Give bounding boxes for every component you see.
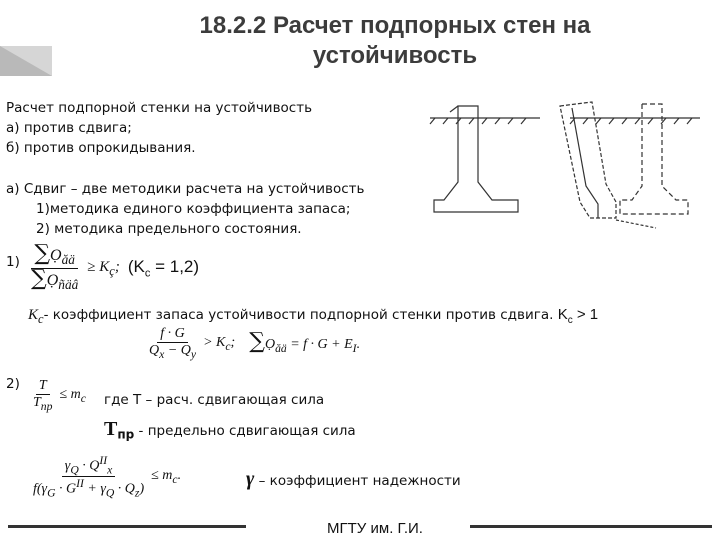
eq3-tpr: T xyxy=(104,418,118,440)
eq1-tail: ; xyxy=(114,258,120,275)
kc-def-symbol: K xyxy=(28,307,39,323)
footer-text: МГТУ им. Г.И. xyxy=(327,520,423,537)
eq1-kc-value: = 1,2 xyxy=(150,257,194,277)
eq3-tpr-desc: - предельно сдвигающая сила xyxy=(134,423,356,439)
eq4-den-mid2: · Q xyxy=(114,482,135,498)
sigma-symbol: ∑ xyxy=(31,266,47,292)
equation-1 xyxy=(28,241,200,293)
eq4-den-mid: · G xyxy=(55,482,77,498)
sigma-symbol: ∑ xyxy=(249,329,265,354)
eq1-relation: ≥ K xyxy=(87,258,110,275)
method-2: 2) методика предельного состояния. xyxy=(36,221,302,237)
eq1-paren-open: ( xyxy=(127,257,134,277)
eq2-rel-sub: c xyxy=(225,339,231,353)
eq1-paren-close: ) xyxy=(193,257,200,277)
intro-line-3: б) против опрокидывания. xyxy=(6,140,196,156)
sigma-symbol: ∑ xyxy=(34,241,51,266)
eq2-den-minus: − Q xyxy=(164,343,191,358)
eq4-den-sub3: z xyxy=(134,486,140,500)
kc-def-text: - коэффициент запаса устойчивости подпорной стенки против сдвига. xyxy=(43,307,554,323)
eq4-den-sub2: Q xyxy=(105,486,115,500)
equation-2 xyxy=(146,326,360,361)
eq1-num-sub: ăä xyxy=(61,252,75,268)
footer-line-right xyxy=(470,525,712,528)
eq1-den: Ọ xyxy=(46,272,59,290)
eq4-num-sub2: x xyxy=(107,463,113,477)
intro-line-2: а) против сдвига; xyxy=(6,120,132,136)
eq4-num-sub: Q xyxy=(70,463,79,477)
title-accent-stripes xyxy=(0,46,52,76)
eq3-fraction xyxy=(30,378,55,413)
footer-line-left xyxy=(8,525,246,528)
eq4-rel-sub: c xyxy=(172,472,178,486)
kc-definition xyxy=(28,306,598,327)
gamma-definition xyxy=(246,468,461,491)
eq2-sum-end: . xyxy=(356,337,361,352)
eq2-num: f · G xyxy=(157,326,188,343)
eq3-num: T xyxy=(36,378,50,395)
eq3-rel-sub: c xyxy=(80,391,86,405)
eq2-den-a-sub: x xyxy=(159,347,165,361)
eq2-tail: ; xyxy=(230,334,236,350)
eq2-sum-o: Ọ xyxy=(264,337,276,352)
eq2-fraction xyxy=(146,326,199,361)
eq2-sum-rhs-sub: I xyxy=(352,341,357,355)
eq3-desc-1: где T – расч. сдвигающая сила xyxy=(104,392,325,408)
gamma-desc: – коэффициент надежности xyxy=(254,473,461,489)
eq4-den-end: ) xyxy=(139,482,145,498)
page-title-line1: 18.2.2 Расчет подпорных стен на xyxy=(199,12,591,39)
equation-4 xyxy=(30,454,181,500)
kc-def-kc: K xyxy=(557,306,568,323)
eq4-num-sup: II xyxy=(99,454,108,467)
eq2-sum-rhs: = f · G + E xyxy=(286,337,353,352)
eq1-number: 1) xyxy=(6,254,20,270)
eq2-relation: > K xyxy=(203,334,226,350)
eq1-kc: K xyxy=(133,257,145,277)
section-a-heading: а) Сдвиг – две методики расчета на устойчивость xyxy=(6,181,365,197)
eq4-den-sub1: G xyxy=(47,486,56,500)
eq3-den: T xyxy=(33,395,41,410)
eq4-num-mid: · Q xyxy=(78,458,100,474)
eq3-number: 2) xyxy=(6,376,20,392)
eq1-kc-sub: c xyxy=(144,267,151,280)
gamma-symbol: γ xyxy=(246,468,255,490)
eq4-den-start: f(γ xyxy=(33,482,48,498)
eq2-den-a: Q xyxy=(149,343,160,358)
intro-line-1: Расчет подпорной стенки на устойчивость xyxy=(6,100,313,116)
eq1-rel-sub: ç xyxy=(109,263,115,278)
eq4-relation: ≤ m xyxy=(151,468,173,484)
eq3-desc-2 xyxy=(104,418,356,442)
eq4-fraction xyxy=(30,454,147,500)
page-title-line2: устойчивость xyxy=(312,42,478,69)
eq3-tpr-sub: пр xyxy=(117,427,135,442)
method-1: 1)методика единого коэффициента запаса; xyxy=(36,201,351,217)
eq2-sum-sub: ăä xyxy=(275,341,287,355)
eq3-den-sub: пр xyxy=(40,399,53,413)
eq4-den-sup1: II xyxy=(76,477,84,491)
kc-def-sub: c xyxy=(38,312,44,326)
retaining-wall-diagram xyxy=(420,100,710,230)
kc-def-kc-sub: c xyxy=(567,315,573,326)
eq4-den-plus: + γ xyxy=(83,482,106,498)
eq1-den-sub: ñäâ xyxy=(58,277,79,293)
eq1-num: Ọ xyxy=(50,247,62,264)
eq2-den-b-sub: y xyxy=(190,347,197,361)
eq3-relation: ≤ m xyxy=(59,386,81,402)
eq4-num-gamma: γ xyxy=(64,458,71,474)
eq4-tail: . xyxy=(177,468,182,484)
kc-def-gt: > 1 xyxy=(572,306,599,323)
eq1-fraction xyxy=(28,241,81,293)
equation-3 xyxy=(30,378,86,413)
